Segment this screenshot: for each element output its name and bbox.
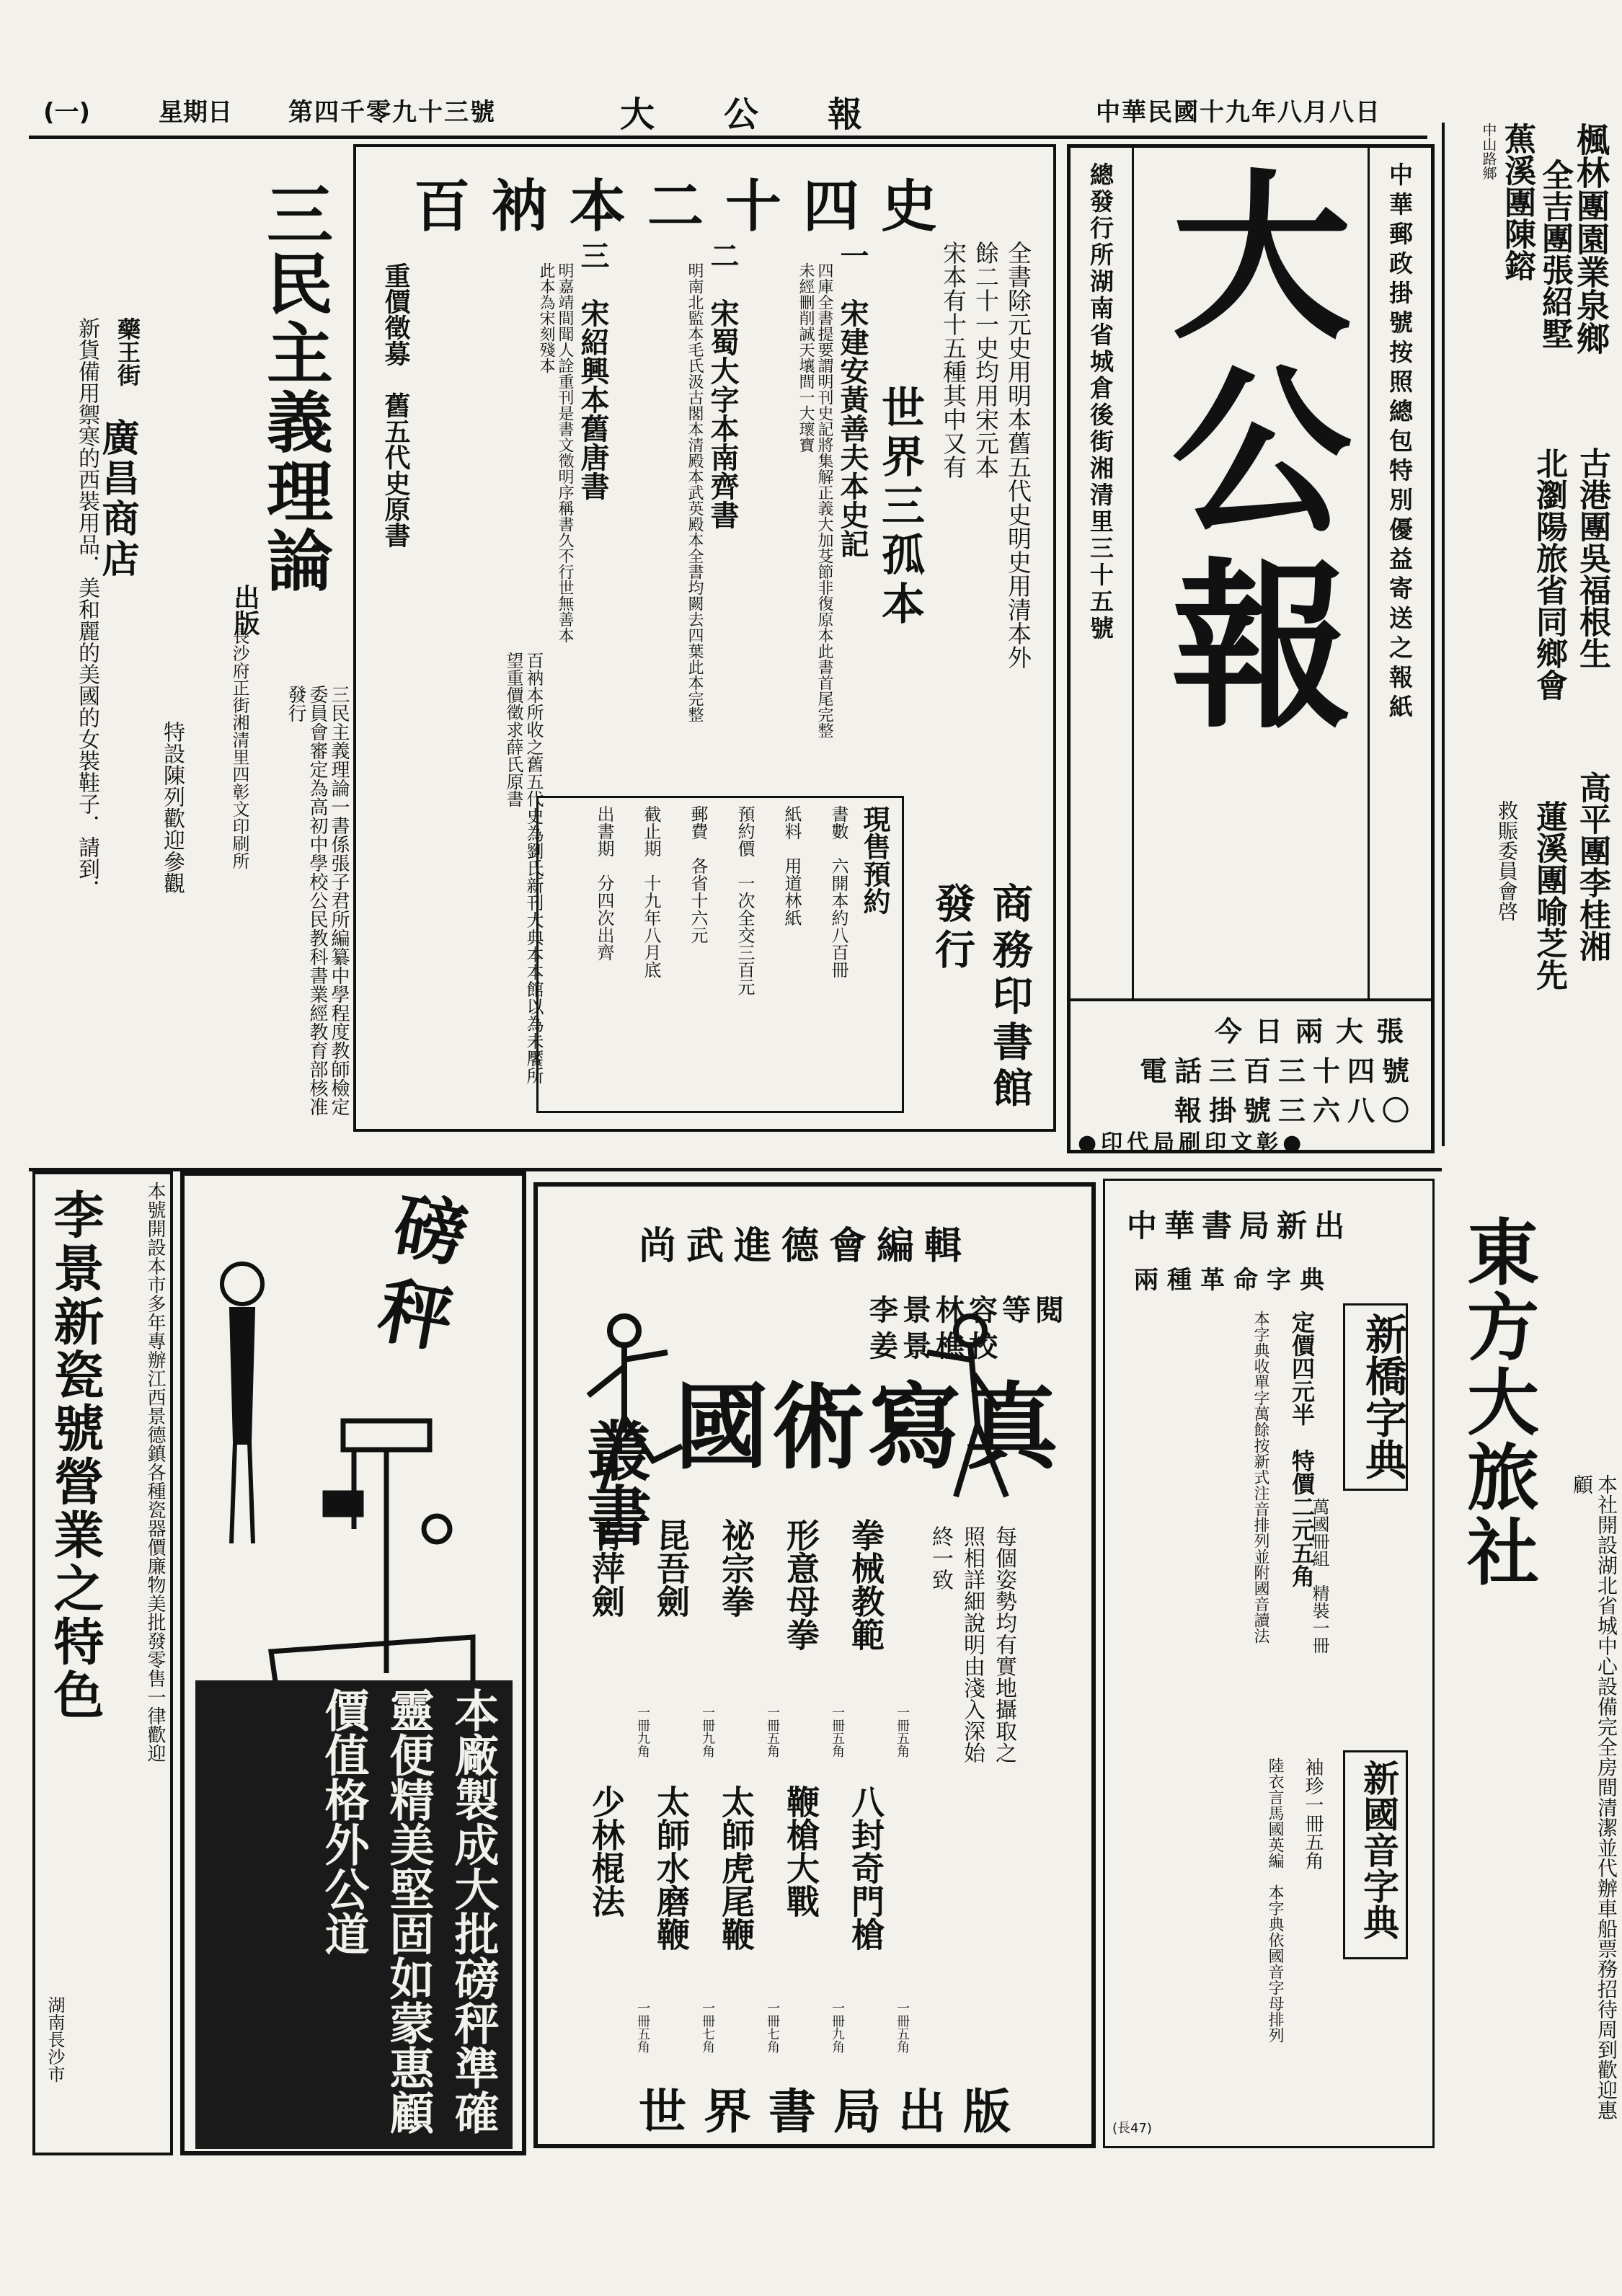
strip-col5: 北瀏陽旅省同鄉會 — [1530, 447, 1567, 701]
weekday: 星期日 — [159, 98, 232, 127]
phone-info: 電話三百三十四號 — [1139, 1055, 1417, 1087]
sanmin-ad — [227, 180, 350, 1117]
baina-item2-text: 明南北監本毛氏汲古閣本清殿本武英殿本全書均闕去四葉此本完整 — [686, 262, 704, 722]
sanmin-distributor: 長沙府正街湘清里四彰文印刷所 — [229, 627, 249, 869]
book2-title: 新國音字典 — [1357, 1760, 1400, 1940]
martial-big-title: 國術寫真 — [675, 1372, 1062, 1482]
strip-col2: 全吉團張紹墅 — [1536, 159, 1573, 349]
book-8-price: 一冊七角 — [765, 2001, 780, 2053]
strip-col7: 蓮溪團喻芝先 — [1530, 800, 1567, 990]
martial-ad — [533, 1182, 1096, 2148]
zhonghua-ad — [1103, 1179, 1435, 2148]
martial-publisher: 世界書局出版 — [639, 2083, 1028, 2140]
guangchang-desc: 新貨備用禦寒的西裝用品．美和麗的美國的女裝鞋子．請到． — [74, 317, 99, 901]
scale-ad — [180, 1171, 526, 2155]
book-10-price: 一冊五角 — [635, 2001, 650, 2053]
presale-row6: 出書期 分四次出齊 — [594, 805, 614, 961]
baina-item2: 二 宋蜀大字本南齊書 — [706, 241, 740, 529]
baina-intro3: 宋本有十五種其中又有 — [939, 241, 967, 479]
presale-box — [536, 796, 904, 1113]
book-10: 少林棍法 — [587, 1785, 626, 1918]
book2-text: 陸衣言馬國英編 本字典依國音字母排列 — [1266, 1758, 1284, 2043]
dongfang-text: 本社開設湖北省城中心設備完全房間清潔並代辦車船票務招待周到歡迎惠顧 — [1570, 1474, 1618, 2120]
dongfang-name: 東方大旅社 — [1455, 1215, 1540, 1590]
book-4-price: 一冊九角 — [700, 1706, 715, 1758]
book1-text: 本字典收單字萬餘按新式注音排列並附國音讀法 — [1251, 1311, 1269, 1644]
book-7: 鞭槍大戰 — [781, 1785, 820, 1918]
newspaper-logo: 大公報 — [1141, 162, 1353, 746]
printer-info: ●印代局刷印文彰● — [1078, 1130, 1306, 1156]
guangchang-ad — [43, 202, 216, 1031]
baina-publisher: 商務印書館發行 — [929, 882, 1034, 1113]
page-number: (一) — [43, 98, 91, 127]
martial-big-sub: 叢書 — [575, 1417, 652, 1547]
book-7-price: 一冊九角 — [830, 2001, 845, 2053]
book2-price: 袖珍一冊五角 — [1302, 1758, 1324, 1870]
guangchang-address: 藥王街 — [114, 317, 141, 386]
baina-item1: 一 宋建安黃善夫本史記 — [836, 241, 869, 558]
book-2-price: 一冊五角 — [830, 1706, 845, 1758]
strip-col3: 蕉溪團陳鎔 — [1499, 123, 1535, 281]
scale-title: 磅秤 — [360, 1184, 474, 1370]
header-title: 大 公 報 — [620, 94, 880, 135]
guangchang-footer: 特設陳列歡迎參觀 — [159, 721, 185, 894]
zhonghua-title: 中華書局新出 — [1127, 1208, 1352, 1244]
book-8: 太師虎尾鞭 — [717, 1785, 755, 1951]
wudai-text: 百衲本所收之舊五代史為劉氏新刊大典本本館以為未饜所望重價徵求薛氏原書 — [503, 652, 544, 1084]
scale-promo-box — [195, 1680, 513, 2149]
dongfang-ad — [1445, 1171, 1618, 2152]
lijing-name: 李景新瓷號營業之特色 — [45, 1189, 105, 1722]
baina-section-title: 世界三孤本 — [874, 385, 925, 630]
book1-price: 定價四元半 特價二元五角 — [1288, 1311, 1316, 1587]
issue-number: 第四千零九十三號 — [288, 98, 496, 127]
book-5: 青萍劍 — [587, 1518, 626, 1618]
baina-intro2: 餘二十一史均用宋元本 — [972, 241, 1000, 479]
sanmin-title: 三民主義理論 — [256, 180, 334, 595]
lijing-address: 湖南長沙市 — [45, 1996, 65, 2083]
martial-title: 尚武進德會編輯 — [639, 1224, 972, 1268]
office-address: 總發行所湖南省城倉後街湘清里三十五號 — [1086, 162, 1114, 642]
strip-col4: 古港團吳福根生 — [1574, 447, 1610, 669]
baina-intro1: 全書除元史用明本舊五代史明史用清本外 — [1004, 241, 1032, 669]
baina-item3-text: 明嘉靖間聞人詮重刊是書文徵明序稱書久不行世無善本此本為宋刻殘本 — [537, 262, 574, 643]
presale-row2: 紙料 用道林紙 — [781, 805, 802, 926]
presale-row1: 書數 六開本約八百冊 — [828, 805, 848, 978]
presale-row5: 截止期 十九年八月底 — [641, 805, 661, 978]
book-5-price: 一冊九角 — [635, 1706, 650, 1758]
book-3-price: 一冊五角 — [765, 1706, 780, 1758]
book-1: 拳械教範 — [846, 1518, 885, 1651]
book2-title-box — [1343, 1750, 1408, 1959]
registration-line: 中華郵政掛號按照總包特別優益寄送之報紙 — [1386, 162, 1414, 724]
header-bar — [29, 87, 1420, 135]
lijing-ad — [32, 1171, 173, 2155]
far-right-strip — [1471, 123, 1615, 1146]
martial-editors2: 姜景樵校 — [869, 1329, 1002, 1363]
book-2: 形意母拳 — [781, 1518, 820, 1651]
book1-title-box — [1343, 1303, 1408, 1491]
martial-editors: 李景林容等閱 — [869, 1293, 1068, 1327]
strip-col6: 高平團李桂湘 — [1574, 771, 1610, 962]
sheets-info: 今日兩大張 — [1214, 1015, 1417, 1047]
baina-item3: 三 宋紹興本舊唐書 — [576, 241, 610, 500]
header-date: 中華民國十九年八月八日 — [1096, 98, 1381, 127]
baina-ad — [353, 144, 1056, 1132]
presale-title: 現售預約 — [859, 805, 891, 915]
zhonghua-subtitle: 兩種革命字典 — [1134, 1266, 1333, 1295]
book-4: 昆吾劍 — [652, 1518, 691, 1618]
presale-row3: 預約價 一次全交三百元 — [735, 805, 755, 996]
book-6-price: 一冊五角 — [895, 2001, 910, 2053]
wudai-title: 重價徵募 舊五代史原書 — [381, 262, 411, 548]
baina-title: 百衲本二十四史 — [414, 174, 960, 239]
sanmin-subtitle: 出版 — [230, 584, 260, 636]
masthead-hrule — [1071, 998, 1431, 1001]
masthead — [1067, 144, 1435, 1156]
strip-small2: 救賑委員會啓 — [1495, 800, 1519, 921]
martial-intro: 每個姿勢均有實地攝取之照相詳細說明由淺入深始終一致 — [928, 1525, 1016, 1763]
logo-divider — [1132, 148, 1134, 998]
book-6: 八封奇門槍 — [846, 1785, 885, 1951]
zhonghua-code: (長47) — [1112, 2121, 1152, 2136]
reg-divider — [1368, 148, 1370, 998]
man-figure — [222, 1264, 262, 1543]
book1-edition: 萬國冊組 精裝一冊 — [1309, 1498, 1329, 1654]
guangchang-name: 廣昌商店 — [95, 418, 139, 580]
strip-divider — [1442, 123, 1445, 1146]
sanmin-text: 三民主義理論一書係張子君所編纂中學程度教師檢定委員會審定為高初中學校公民教科書業經教育部核准發行 — [285, 685, 350, 1116]
lijing-text: 本號開設本市多年專辦江西景德鎮各種瓷器價廉物美批發零售一律歡迎 — [144, 1182, 166, 1763]
telegraph-info: 報掛號三六八〇 — [1174, 1094, 1417, 1127]
scale-text: 本廠製成大批磅秤準確靈便精美堅固如蒙惠顧價值格外公道 — [317, 1688, 500, 2135]
strip-small1: 中山路鄉 — [1480, 123, 1497, 180]
presale-row4: 郵費 各省十六元 — [688, 805, 708, 944]
header-rule — [29, 136, 1427, 139]
book-9: 太師水磨鞭 — [652, 1785, 691, 1951]
book1-title: 新橋字典 — [1358, 1313, 1407, 1480]
book-9-price: 一冊七角 — [700, 2001, 715, 2053]
strip-col1: 楓林團園業泉鄉 — [1572, 123, 1610, 355]
book-3: 祕宗拳 — [717, 1518, 755, 1618]
book-1-price: 一冊五角 — [895, 1706, 910, 1758]
baina-item1-text: 四庫全書提要謂明刊史記將集解正義大加芟節非復原本此書首尾完整未經刪削誠天壤間一大瓌寶 — [797, 262, 833, 738]
